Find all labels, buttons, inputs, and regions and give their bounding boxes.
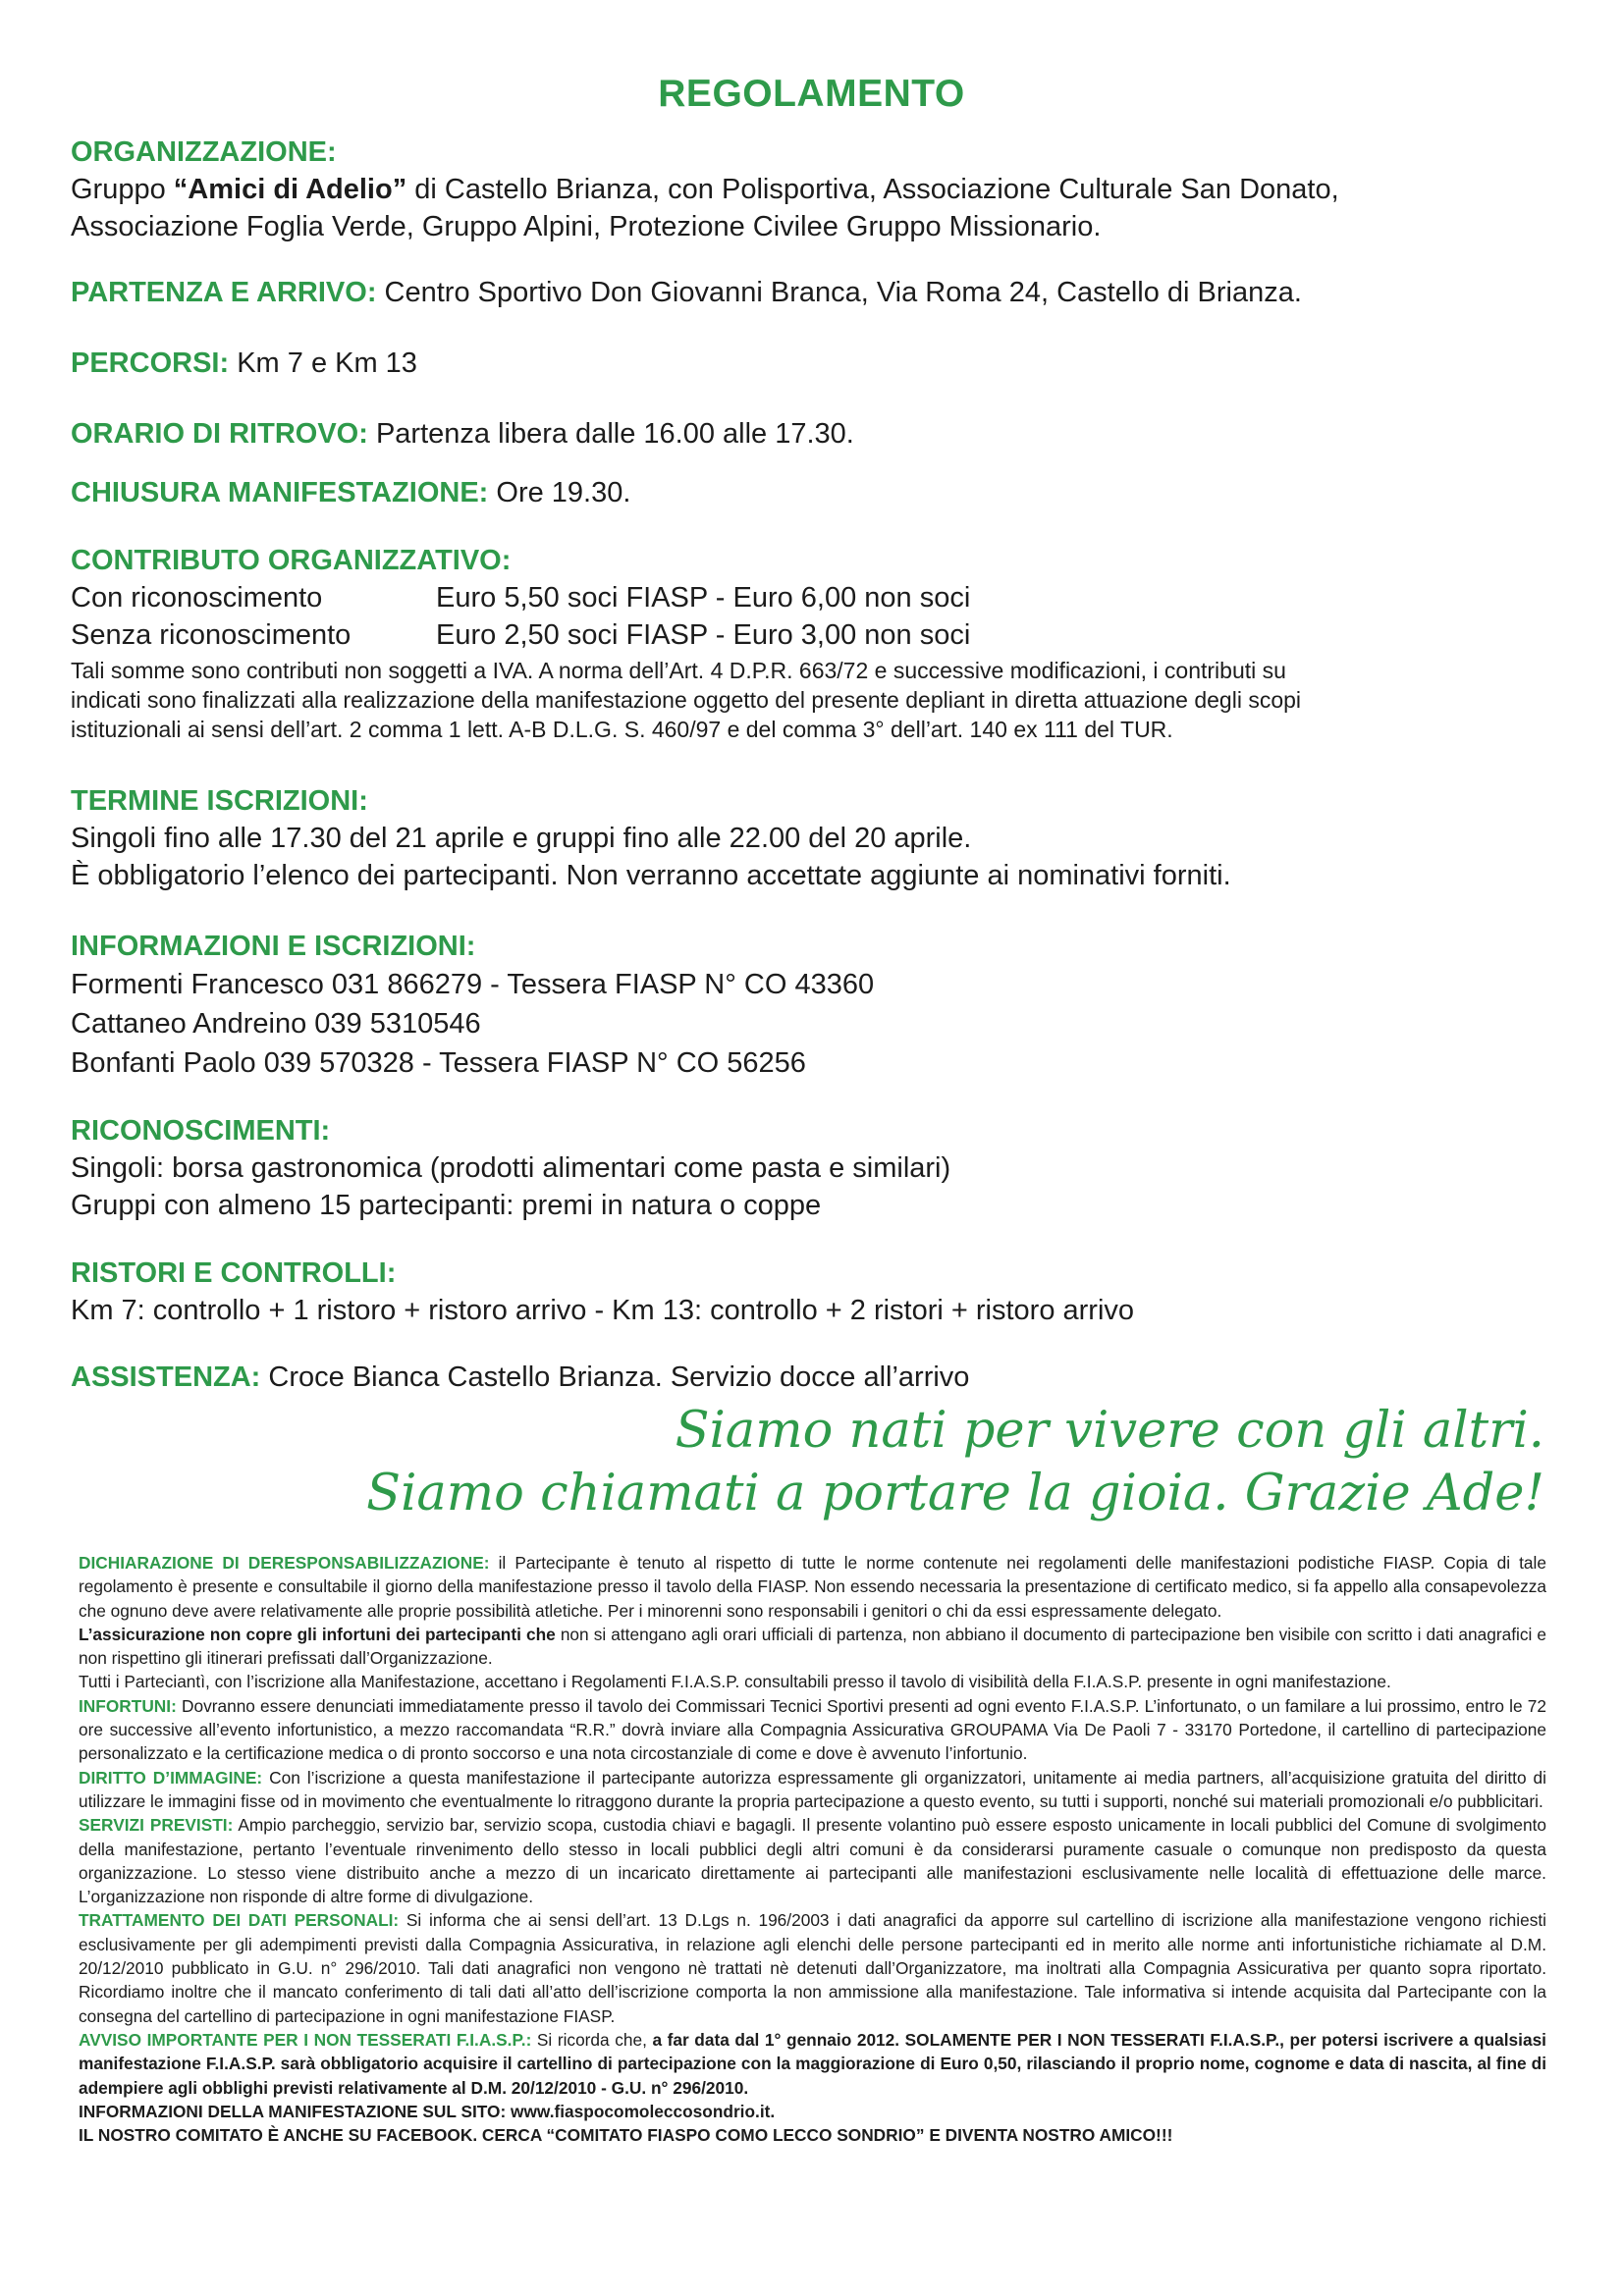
assistenza-text: Croce Bianca Castello Brianza. Servizio docce all’arrivo <box>260 1362 970 1393</box>
section-assistenza <box>71 1359 1563 1396</box>
riconoscimenti-line: Singoli: borsa gastronomica (prodotti alimentari come pasta e similari) <box>71 1152 951 1184</box>
disclaimer-text: Si informa che ai sensi dell’art. 13 D.Lgs n. 196/2003 i dati anagrafici da apporre sul cartellino di iscrizione alla manifestazione vengono richiesti esclusivamente per gli adempimenti previsti dalla Compagnia Assicurativa, in relazione agli elenchi delle persone partecipanti ed in merito alle norme anti infortunistiche richiamate al D.M. 20/12/2010 pubblicato in G.U. n° 296/2010. Tali dati anagrafici non vengono nè trattati nè detenuti dall’Organizzatore, ma inoltrati alla Compagnia Assicurativa per quanto sopra riportato. Ricordiamo inoltre che il mancato conferimento di tali dati all’atto dell’iscrizione comporta la non ammissione alla manifestazione. Tale informativa si intende acquisita dal Partecipante con la consegna del cartellino di partecipazione in ogni manifestazione FIASP. <box>79 1910 1546 2026</box>
disclaimer-heading: INFORTUNI: <box>79 1695 177 1716</box>
disclaimer-paragraph <box>79 1908 1546 2027</box>
disclaimer-text: Ampio parcheggio, servizio bar, servizio scopa, custodia chiavi e bagagli. Il presente volantino può essere esposto unicamente in locali pubblici del Comune di svolgimento della manifestazione, pertanto l’eventuale rinvenimento dello stesso in locali pubblici degli altri comuni è da considerarsi puramente casuale o comunque non predisposto da questa organizzazione. Lo stesso viene distribuito anche a mezzo di un incaricato direttamente ai partecipanti alle manifestazioni esclusivamente nelle località di effettuazione delle marce. L’organizzazione non risponde di altre forme di divulgazione. <box>79 1815 1546 1907</box>
disclaimer-paragraph <box>79 1694 1546 1766</box>
disclaimer-text: Con l’iscrizione a questa manifestazione il partecipante autorizza espressamente gli organizzatori, unitamente ai media partners, all’acquisizione gratuita del diritto di utilizzare le immagini fisse od in movimento che eventualmente lo ritraggono durante la propria partecipazione a questo evento, su tutti i supporti, nonché sui materiali promozionali e/o pubblicitari. <box>79 1767 1546 1811</box>
section-riconoscimenti <box>71 1112 1563 1224</box>
riconoscimenti-line: Gruppi con almeno 15 partecipanti: premi in natura o coppe <box>71 1190 822 1221</box>
disclaimer-facebook: IL NOSTRO COMITATO È ANCHE SU FACEBOOK. CERCA “COMITATO FIASPO COMO LECCO SONDRIO” E DIVENTA NOSTRO AMICO!!! <box>79 2125 1173 2146</box>
disclaimer-paragraph <box>79 1551 1546 1623</box>
heading-orario: ORARIO DI RITROVO: <box>71 418 368 450</box>
contributo-note <box>71 656 1563 744</box>
disclaimer-heading: AVVISO IMPORTANTE PER I NON TESSERATI F.I.A.S.P.: <box>79 2029 532 2050</box>
disclaimer-bold-text: L’assicurazione non copre gli infortuni dei partecipanti che <box>79 1624 556 1644</box>
motto-line: Siamo nati per vivere con gli altri. <box>675 1402 1544 1460</box>
disclaimer-heading: TRATTAMENTO DEI DATI PERSONALI: <box>79 1910 400 1931</box>
page-title: REGOLAMENTO <box>658 73 965 115</box>
disclaimer-text: Si ricorda che, <box>531 2029 653 2050</box>
heading-informazioni: INFORMAZIONI E ISCRIZIONI: <box>71 931 476 962</box>
organizzazione-line1 <box>71 171 1563 208</box>
section-partenza <box>71 274 1563 311</box>
motto <box>366 1400 1544 1525</box>
disclaimer-paragraph <box>79 2028 1546 2100</box>
percorsi-text: Km 7 e Km 13 <box>229 347 417 379</box>
section-chiusura <box>71 474 1563 511</box>
disclaimer-heading: DIRITTO D’IMMAGINE: <box>79 1767 263 1788</box>
disclaimer-paragraph <box>79 1766 1546 1814</box>
section-contributo <box>71 542 1563 744</box>
heading-riconoscimenti: RICONOSCIMENTI: <box>71 1115 331 1147</box>
heading-organizzazione: ORGANIZZAZIONE: <box>71 136 337 168</box>
informazioni-line: Bonfanti Paolo 039 570328 - Tessera FIASP N° CO 56256 <box>71 1047 806 1079</box>
termine-line: Singoli fino alle 17.30 del 21 aprile e gruppi fino alle 22.00 del 20 aprile. <box>71 823 972 854</box>
contributo-note-line: indicati sono finalizzati alla realizzazione della manifestazione oggetto del presente depliant in diretta attuazione degli scopi <box>71 687 1302 713</box>
organizzazione-line2: Associazione Foglia Verde, Gruppo Alpini, Protezione Civilee Gruppo Missionario. <box>71 211 1102 242</box>
contributo-note-line: istituzionali ai sensi dell’art. 2 comma 1 lett. A-B D.L.G. S. 460/97 e del comma 3° dell’art. 140 ex 111 del TUR. <box>71 717 1173 742</box>
disclaimer-paragraph: Tutti i Parteciantì, con l’iscrizione alla Manifestazione, accettano i Regolamenti F.I.A.S.P. consultabili presso il tavolo di visibilità della F.I.A.S.P. presente in ogni manifestazione. <box>79 1672 1391 1692</box>
informazioni-line: Formenti Francesco 031 866279 - Tessera FIASP N° CO 43360 <box>71 969 875 1000</box>
motto-line: Siamo chiamati a portare la gioia. Grazie Ade! <box>366 1465 1544 1522</box>
termine-line: È obbligatorio l’elenco dei partecipanti. Non verranno accettate aggiunte ai nominativi forniti. <box>71 860 1231 891</box>
heading-chiusura: CHIUSURA MANIFESTAZIONE: <box>71 477 489 508</box>
disclaimer-block <box>79 1551 1546 2147</box>
section-percorsi <box>71 345 1563 382</box>
contributo-value: Euro 5,50 soci FIASP - Euro 6,00 non soci <box>436 582 971 614</box>
heading-ristori: RISTORI E CONTROLLI: <box>71 1257 397 1289</box>
disclaimer-text: il Partecipante è tenuto al rispetto di tutte le norme contenute nei regolamenti delle manifestazioni podistiche FIASP. Copia di tale regolamento è presente e consultabile il giorno della manifestazione presso il tavolo della FIASP. Non essendo necessaria la presentazione di certificato medico, si fa appello alla consapevolezza che ognuno deve avere relativamente alle proprie possibilità atletiche. Per i minorenni sono responsabili i genitori o chi da essi espressamente delegato. <box>79 1553 1546 1621</box>
contributo-value: Euro 2,50 soci FIASP - Euro 3,00 non soci <box>436 619 971 651</box>
contributo-note-line: Tali somme sono contributi non soggetti a IVA. A norma dell’Art. 4 D.P.R. 663/72 e successive modificazioni, i contributi su <box>71 658 1286 683</box>
section-informazioni <box>71 928 1563 1083</box>
heading-percorsi: PERCORSI: <box>71 347 230 379</box>
contributo-row <box>71 616 1563 654</box>
disclaimer-paragraph <box>79 1813 1546 1908</box>
organizzazione-group-name: “Amici di Adelio” <box>173 174 407 205</box>
section-orario <box>71 415 1563 453</box>
ristori-text: Km 7: controllo + 1 ristoro + ristoro arrivo - Km 13: controllo + 2 ristori + ristoro arrivo <box>71 1295 1135 1326</box>
heading-contributo: CONTRIBUTO ORGANIZZATIVO: <box>71 545 512 576</box>
disclaimer-heading: DICHIARAZIONE DI DERESPONSABILIZZAZIONE: <box>79 1553 490 1573</box>
informazioni-line: Cattaneo Andreino 039 5310546 <box>71 1008 481 1040</box>
heading-assistenza: ASSISTENZA: <box>71 1362 261 1393</box>
orario-text: Partenza libera dalle 16.00 alle 17.30. <box>367 418 854 450</box>
disclaimer-website: INFORMAZIONI DELLA MANIFESTAZIONE SUL SITO: www.fiaspocomoleccosondrio.it. <box>79 2101 776 2121</box>
organizzazione-text-post: di Castello Brianza, con Polisportiva, Associazione Culturale San Donato, <box>406 174 1339 205</box>
section-ristori <box>71 1255 1563 1329</box>
disclaimer-paragraph <box>79 1623 1546 1671</box>
disclaimer-bold-text: a far data dal 1° gennaio 2012. SOLAMENTE PER I NON TESSERATI F.I.A.S.P., per potersi iscrivere a qualsiasi manifestazione F.I.A.S.P. sarà obbligatorio acquisire il cartellino di partecipazione con la maggiorazione di Euro 0,50, rilasciando il proprio nome, cognome e data di nascita, al fine di adempiere agli obblighi previsti relativamente al D.M. 20/12/2010 - G.U. n° 296/2010. <box>79 2029 1546 2098</box>
section-termine <box>71 782 1563 894</box>
section-organizzazione <box>71 133 1563 245</box>
contributo-row <box>71 579 1563 616</box>
disclaimer-heading: SERVIZI PREVISTI: <box>79 1815 234 1836</box>
partenza-text: Centro Sportivo Don Giovanni Branca, Via Roma 24, Castello di Brianza. <box>376 277 1302 308</box>
disclaimer-text: Dovranno essere denunciati immediatamente presso il tavolo dei Commissari Tecnici Sportivi presenti ad ogni evento F.I.A.S.P. L’infortunato, o un familare a lui prossimo, entro le 72 ore successive all’evento infortunistico, a mezzo raccomandata “R.R.” dovrà inviare alla Compagnia Assicurativa GROUPAMA Via De Paoli 7 - 33170 Portedone, il cartellino di partecipazione personalizzato e la certificazione medica o di pronto soccorso e una nota circostanziale di come e dove è avvenuto l’infortunio. <box>79 1695 1546 1764</box>
organizzazione-text-pre: Gruppo <box>71 174 174 205</box>
contributo-label: Senza riconoscimento <box>71 619 352 651</box>
disclaimer-text: non si attengano agli orari ufficiali di partenza, non abbiano il documento di partecipazione ben visibile con scritto i dati anagrafici e non rispettino gli itinerari prefissati dall’Organizzazione. <box>79 1624 1546 1669</box>
heading-partenza: PARTENZA E ARRIVO: <box>71 277 377 308</box>
chiusura-text: Ore 19.30. <box>488 477 631 508</box>
heading-termine: TERMINE ISCRIZIONI: <box>71 785 368 817</box>
contributo-label: Con riconoscimento <box>71 582 323 614</box>
